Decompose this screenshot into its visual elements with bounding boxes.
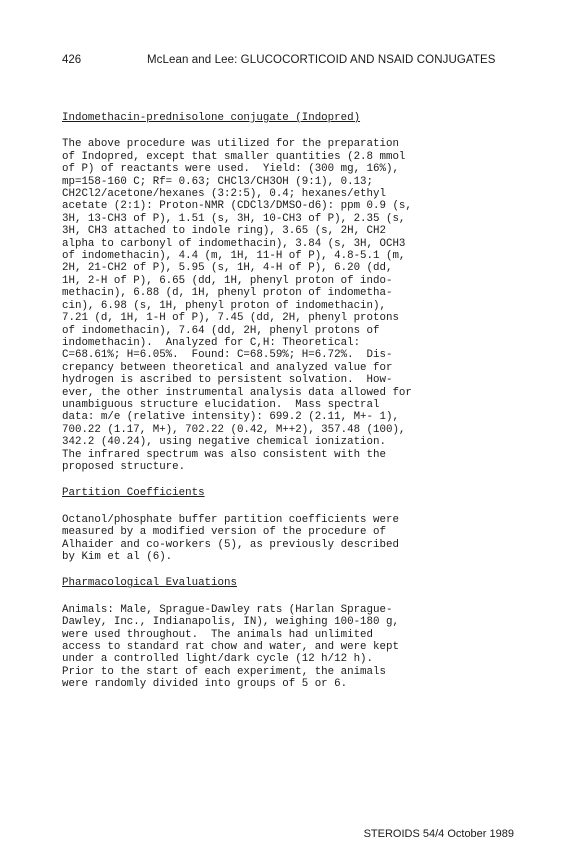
article-body <box>62 112 532 691</box>
paragraph-animals: Animals: Male, Sprague-Dawley rats (Harlan Sprague- Dawley, Inc., Indianapolis, IN), weighing 100-180 g, were used throughout. The animals had unlimited access to standard rat chow and water, and were kept under a controlled light/dark cycle (12 h/12 h). Prior to the start of each experiment, the animals were randomly divided into groups of 5 or 6. <box>62 603 399 691</box>
spacer <box>62 563 532 577</box>
page-number: 426 <box>62 54 82 66</box>
section-heading-pharmacological-evaluations: Pharmacological Evaluations <box>62 577 237 590</box>
paragraph-indopred-synthesis: The above procedure was utilized for the preparation of Indopred, except that smaller quantities (2.8 mmol of P) of reactants were used. Yield: (300 mg, 16%), mp=158-160 C; Rf= 0.63; CHCl3/CH3OH (9:1), 0.13; CH2Cl2/acetone/hexanes (3:2:5), 0.4; hexanes/ethyl acetate (2:1): Proton-NMR (CDCl3/DMSO-d6): ppm 0.9 (s, 3H, 13-CH3 of P), 1.51 (s, 3H, 10-CH3 of P), 2.35 (s, 3H, CH3 attached to indole ring), 3.65 (s, 2H, CH2 alpha to carbonyl of indomethacin), 3.84 (s, 3H, OCH3 of indomethacin), 4.4 (m, 1H, 11-H of P), 4.8-5.1 (m, 2H, 21-CH2 of P), 5.95 (s, 1H, 4-H of P), 6.20 (dd, 1H, 2-H of P), 6.65 (dd, 1H, phenyl proton of indo- methacin), 6.88 (d, 1H, phenyl proton of indometha- cin), 6.98 (s, 1H, phenyl proton of indomethacin), 7.21 (d, 1H, 1-H of P), 7.45 (dd, 2H, phenyl protons of indomethacin), 7.64 (dd, 2H, phenyl protons of indomethacin). Analyzed for C,H: Theoretical: C=68.61%; H=6.05%. Found: C=68.59%; H=6.72%. Dis- crepancy between theoretical and analyzed value for hydrogen is ascribed to persistent solvation. How- ever, the other instrumental analysis data allowed for unambiguous structure elucidation. Mass spectral data: m/e (relative intensity): 699.2 (2.11, M+- 1), 700.22 (1.17, M+), 702.22 (0.42, M++2), 357.48 (100), 342.2 (40.24), using negative chemical ionization. The infrared spectrum was also consistent with the proposed structure. <box>62 138 412 473</box>
spacer <box>62 124 532 138</box>
section-heading-partition-coefficients: Partition Coefficients <box>62 487 205 500</box>
page-header <box>62 54 514 68</box>
paragraph-partition-coefficients: Octanol/phosphate buffer partition coefficients were measured by a modified version of the procedure of Alhaider and co-workers (5), as previously described by Kim et al (6). <box>62 513 399 563</box>
running-title: McLean and Lee: GLUCOCORTICOID AND NSAID CONJUGATES <box>147 54 496 66</box>
spacer <box>62 500 532 514</box>
spacer <box>62 590 532 604</box>
section-heading-indopred: Indomethacin-prednisolone conjugate (Indopred) <box>62 112 361 124</box>
page-footer: STEROIDS 54/4 October 1989 <box>363 828 514 840</box>
spacer <box>62 473 532 487</box>
